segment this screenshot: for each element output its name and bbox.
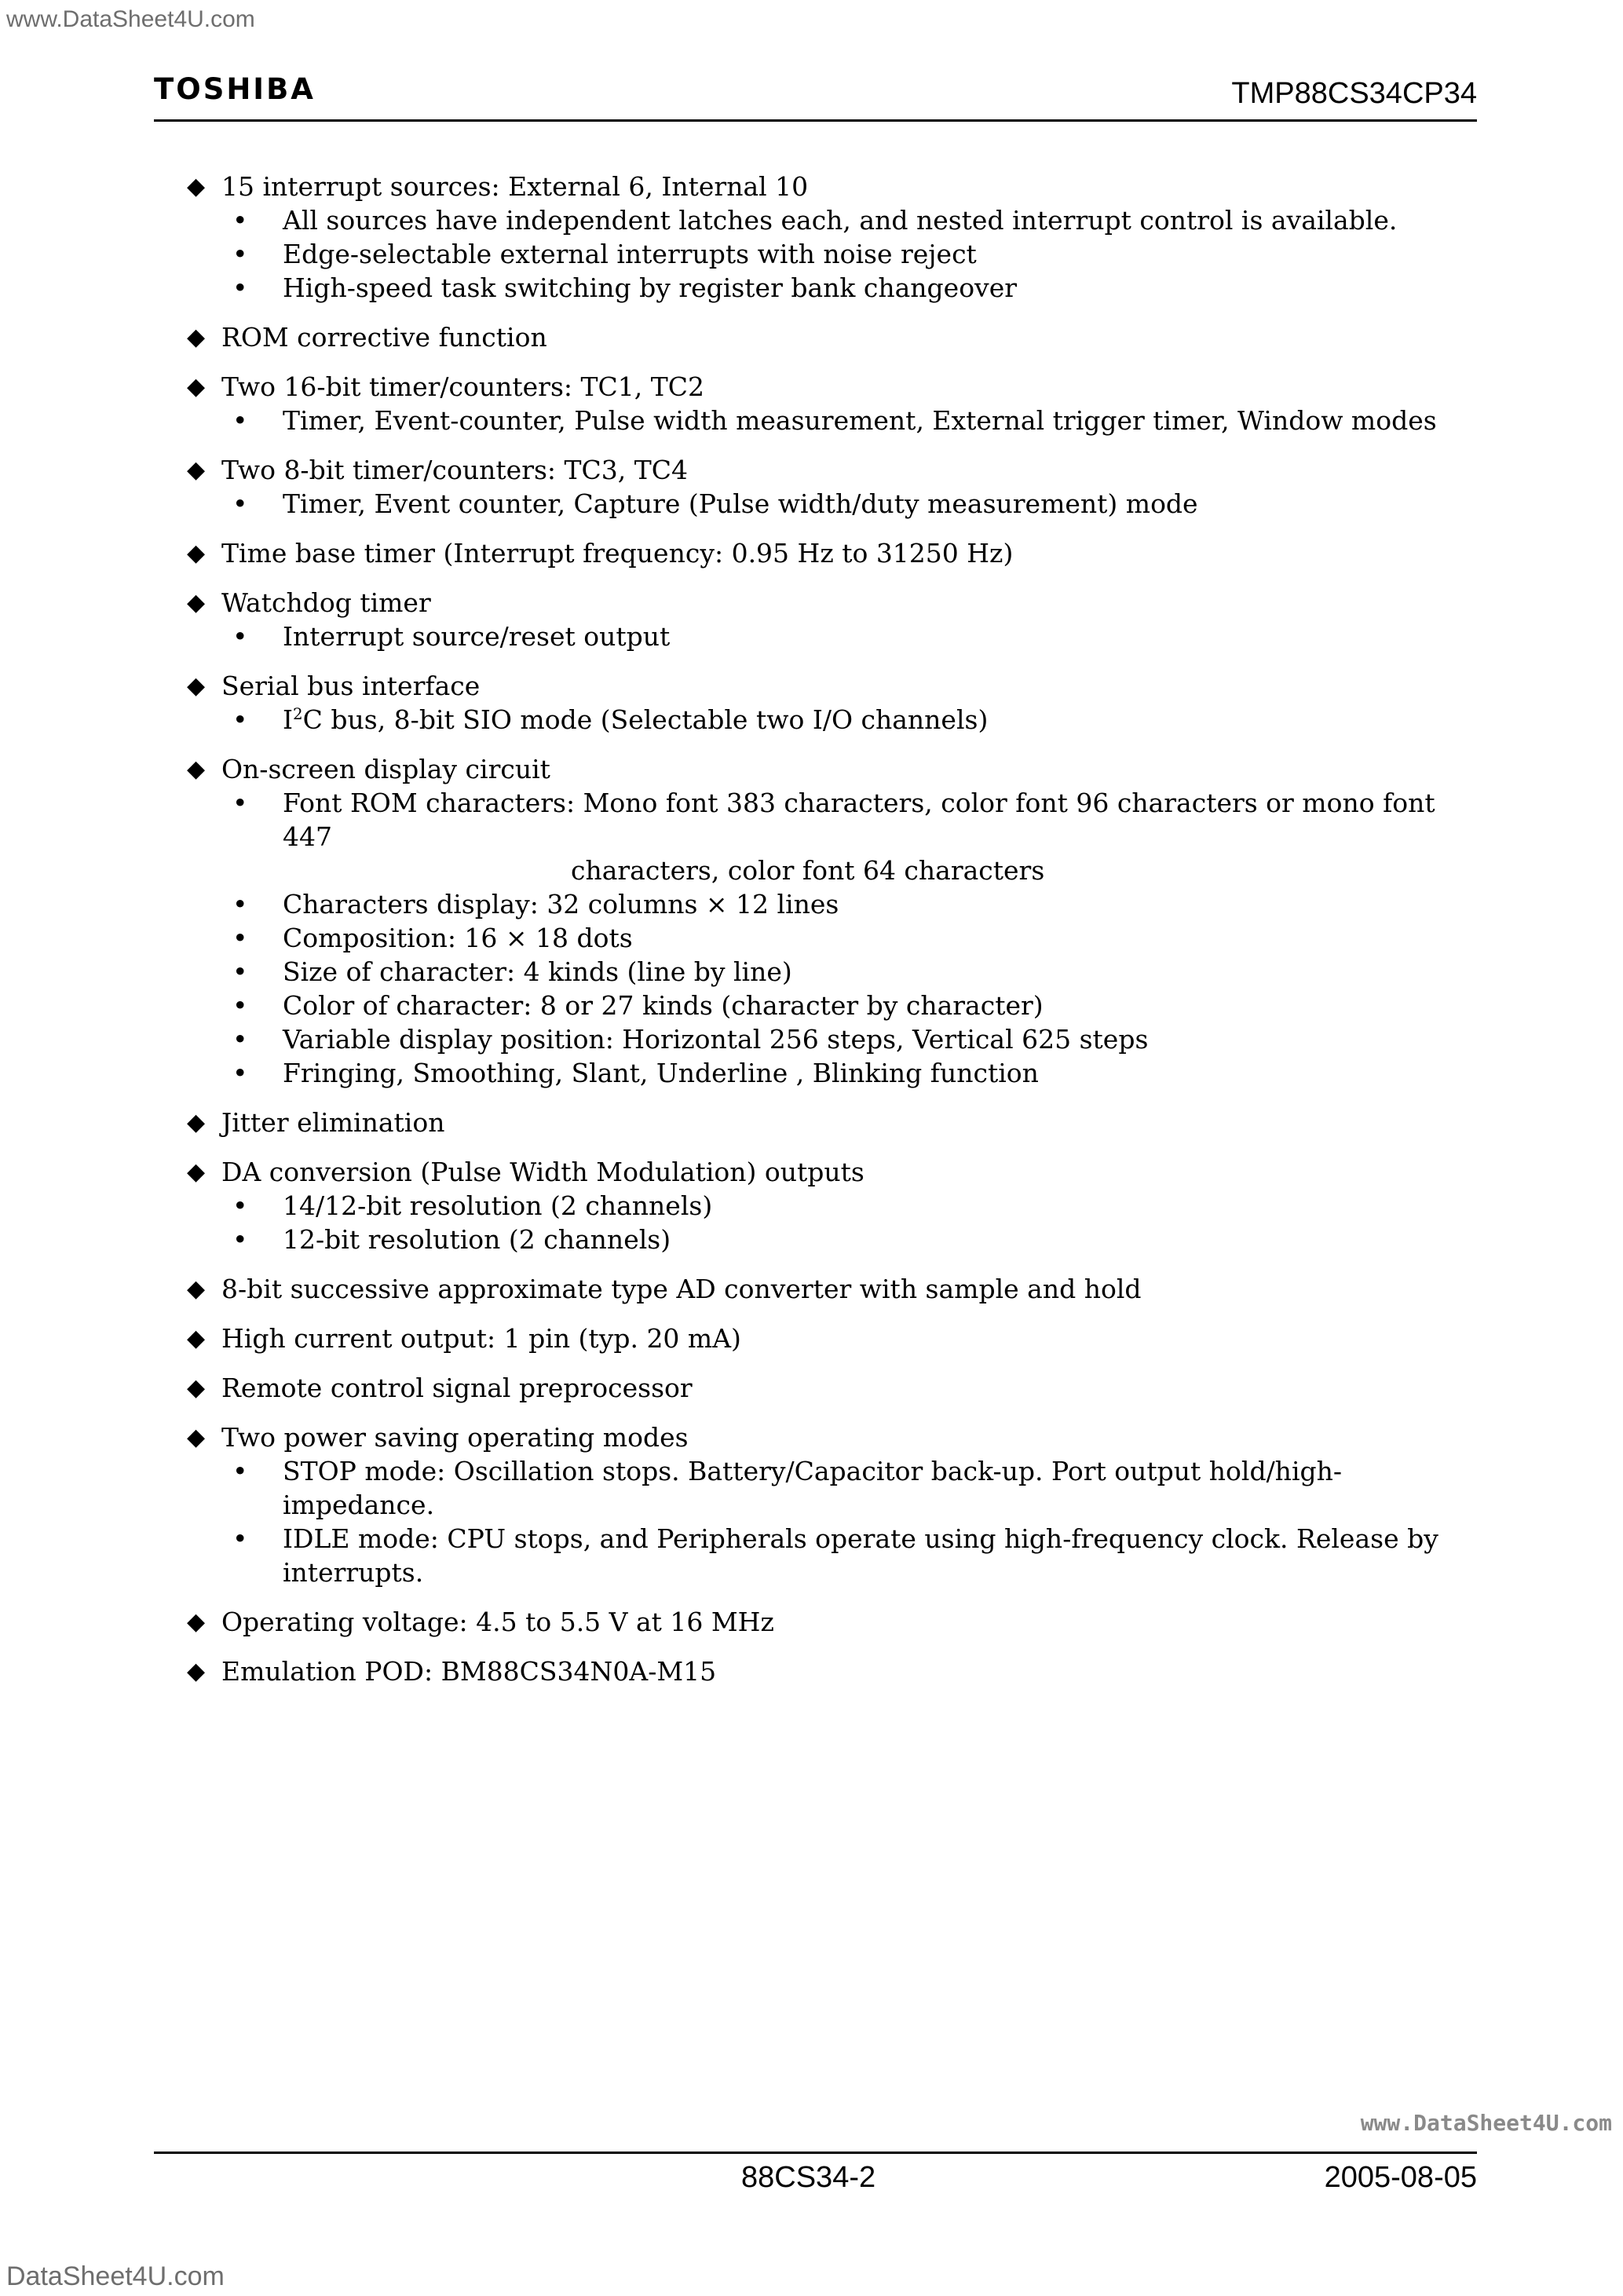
- feature-title: ◆ ROM corrective function: [187, 320, 1490, 354]
- feature-title: ◆ 15 interrupt sources: External 6, Internal 10: [187, 170, 1490, 203]
- feature-item: [187, 453, 1490, 521]
- sub-item: • Characters display: 32 columns × 12 lines: [283, 887, 1490, 921]
- sub-item: • Timer, Event counter, Capture (Pulse width/duty measurement) mode: [283, 487, 1490, 521]
- sub-list: [187, 1189, 1490, 1256]
- feature-item: [187, 1155, 1490, 1256]
- watermark-bottom-left: DataSheet4U.com: [6, 2261, 225, 2291]
- feature-item: [187, 1654, 1490, 1688]
- feature-item: [187, 536, 1490, 570]
- feature-item: [187, 586, 1490, 653]
- feature-item: [187, 1322, 1490, 1355]
- watermark-bottom-right: www.DataSheet4U.com: [1360, 2110, 1612, 2136]
- part-number: TMP88CS34CP34: [1231, 77, 1477, 110]
- feature-title: ◆ Jitter elimination: [187, 1106, 1490, 1139]
- feature-item: [187, 370, 1490, 437]
- sub-item-i2c: [283, 703, 1490, 737]
- sub-item: • 12-bit resolution (2 channels): [283, 1223, 1490, 1256]
- sub-list: [187, 487, 1490, 521]
- footer-rule: [154, 2152, 1477, 2154]
- font-rom-line1: Font ROM characters: Mono font 383 characters, color font 96 characters or mono font 447: [283, 788, 1435, 852]
- feature-item: [187, 320, 1490, 354]
- sub-item: • Interrupt source/reset output: [283, 620, 1490, 653]
- header-rule: [154, 119, 1477, 122]
- i2c-rest: C bus, 8-bit SIO mode (Selectable two I/O channels): [302, 704, 989, 735]
- sub-list: [187, 786, 1490, 1090]
- sub-item: • Color of character: 8 or 27 kinds (character by character): [283, 989, 1490, 1022]
- feature-title: ◆ Remote control signal preprocessor: [187, 1371, 1490, 1405]
- feature-title: ◆ Operating voltage: 4.5 to 5.5 V at 16 MHz: [187, 1605, 1490, 1639]
- feature-item: [187, 1420, 1490, 1589]
- sub-list: [187, 620, 1490, 653]
- feature-title: ◆ Two 16-bit timer/counters: TC1, TC2: [187, 370, 1490, 404]
- feature-title: ◆ Serial bus interface: [187, 669, 1490, 703]
- page-number: 88CS34-2: [741, 2161, 876, 2194]
- sub-item: • Edge-selectable external interrupts with noise reject: [283, 237, 1490, 271]
- feature-title: ◆ 8-bit successive approximate type AD converter with sample and hold: [187, 1272, 1490, 1306]
- feature-title: ◆ Time base timer (Interrupt frequency: 0.95 Hz to 31250 Hz): [187, 536, 1490, 570]
- feature-item: [187, 1106, 1490, 1139]
- feature-list: [187, 170, 1490, 1704]
- sub-list: [187, 1454, 1490, 1589]
- feature-title: ◆ DA conversion (Pulse Width Modulation) outputs: [187, 1155, 1490, 1189]
- feature-title: ◆ Two 8-bit timer/counters: TC3, TC4: [187, 453, 1490, 487]
- feature-item: [187, 1605, 1490, 1639]
- feature-title: ◆ On-screen display circuit: [187, 752, 1490, 786]
- feature-title: ◆ Watchdog timer: [187, 586, 1490, 620]
- sub-item: • All sources have independent latches each, and nested interrupt control is available.: [283, 203, 1490, 237]
- sub-list: [187, 404, 1490, 437]
- sub-item: • 14/12-bit resolution (2 channels): [283, 1189, 1490, 1223]
- watermark-top: www.DataSheet4U.com: [6, 6, 255, 32]
- sub-list: [187, 203, 1490, 305]
- document-date: 2005-08-05: [1324, 2161, 1477, 2194]
- feature-title: ◆ High current output: 1 pin (typ. 20 mA): [187, 1322, 1490, 1355]
- sub-item: • Timer, Event-counter, Pulse width measurement, External trigger timer, Window modes: [283, 404, 1490, 437]
- sub-list: [187, 703, 1490, 737]
- i2c-prefix: I: [283, 704, 294, 735]
- feature-item: [187, 170, 1490, 305]
- sub-item: • IDLE mode: CPU stops, and Peripherals operate using high-frequency clock. Release by interrupts.: [283, 1522, 1490, 1589]
- feature-item: [187, 752, 1490, 1090]
- feature-title: ◆ Two power saving operating modes: [187, 1420, 1490, 1454]
- sub-item: • STOP mode: Oscillation stops. Battery/Capacitor back-up. Port output hold/high-impedance.: [283, 1454, 1490, 1522]
- sub-item-font-rom: [283, 786, 1490, 887]
- font-rom-line2: characters, color font 64 characters: [571, 855, 1045, 886]
- feature-title: ◆ Emulation POD: BM88CS34N0A-M15: [187, 1654, 1490, 1688]
- feature-item: [187, 1272, 1490, 1306]
- i2c-superscript: 2: [293, 705, 303, 723]
- sub-item: • Fringing, Smoothing, Slant, Underline , Blinking function: [283, 1056, 1490, 1090]
- sub-item: • Variable display position: Horizontal 256 steps, Vertical 625 steps: [283, 1022, 1490, 1056]
- sub-item: • Size of character: 4 kinds (line by line): [283, 955, 1490, 989]
- brand-logo: TOSHIBA: [154, 72, 316, 106]
- feature-item: [187, 669, 1490, 737]
- sub-item: • Composition: 16 × 18 dots: [283, 921, 1490, 955]
- feature-item: [187, 1371, 1490, 1405]
- sub-item: • High-speed task switching by register bank changeover: [283, 271, 1490, 305]
